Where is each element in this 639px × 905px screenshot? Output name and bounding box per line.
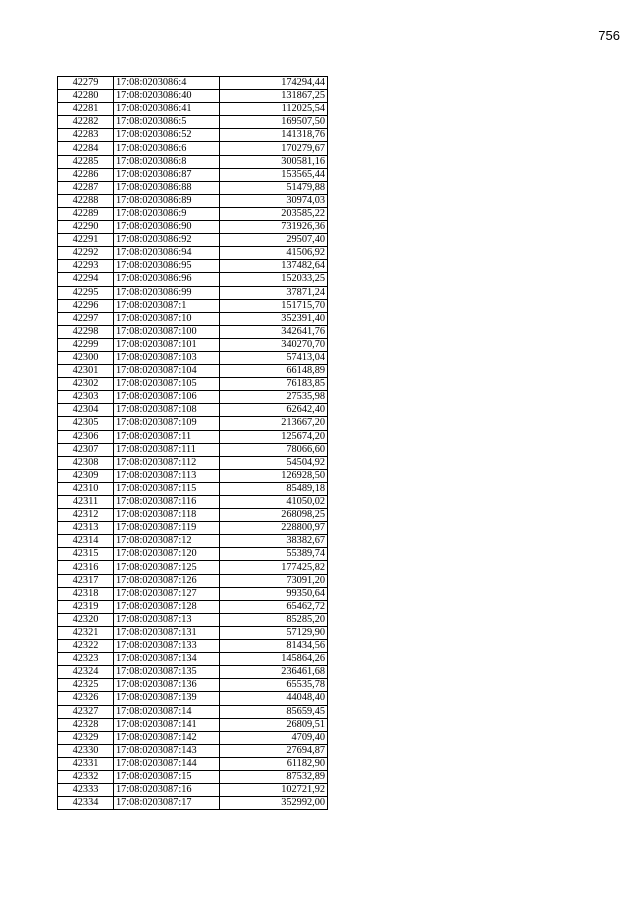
table-row (58, 260, 328, 273)
cadastral-number-cell: 17:08:0203087:128 (114, 600, 220, 613)
value-cell: 141318,76 (220, 129, 328, 142)
value-cell: 170279,67 (220, 142, 328, 155)
value-cell: 26809,51 (220, 718, 328, 731)
cadastral-number-cell: 17:08:0203087:139 (114, 692, 220, 705)
cadastral-number-cell: 17:08:0203087:12 (114, 535, 220, 548)
value-cell: 152033,25 (220, 273, 328, 286)
row-number-cell: 42305 (58, 417, 114, 430)
row-number-cell: 42321 (58, 626, 114, 639)
cadastral-number-cell: 17:08:0203086:9 (114, 207, 220, 220)
value-cell: 61182,90 (220, 757, 328, 770)
value-cell: 27535,98 (220, 391, 328, 404)
table-row (58, 194, 328, 207)
cadastral-number-cell: 17:08:0203086:96 (114, 273, 220, 286)
cadastral-number-cell: 17:08:0203087:118 (114, 509, 220, 522)
row-number-cell: 42298 (58, 325, 114, 338)
table-row (58, 116, 328, 129)
cadastral-number-cell: 17:08:0203087:120 (114, 548, 220, 561)
cadastral-number-cell: 17:08:0203086:40 (114, 90, 220, 103)
row-number-cell: 42332 (58, 770, 114, 783)
cadastral-number-cell: 17:08:0203087:106 (114, 391, 220, 404)
table-row (58, 548, 328, 561)
row-number-cell: 42295 (58, 286, 114, 299)
value-cell: 65462,72 (220, 600, 328, 613)
cadastral-number-cell: 17:08:0203087:143 (114, 744, 220, 757)
table-row (58, 600, 328, 613)
table-row (58, 561, 328, 574)
table-row (58, 705, 328, 718)
row-number-cell: 42312 (58, 509, 114, 522)
row-number-cell: 42294 (58, 273, 114, 286)
table-row (58, 757, 328, 770)
row-number-cell: 42307 (58, 443, 114, 456)
row-number-cell: 42301 (58, 365, 114, 378)
table-row (58, 535, 328, 548)
value-cell: 41506,92 (220, 247, 328, 260)
table-row (58, 142, 328, 155)
table-row (58, 666, 328, 679)
value-cell: 352992,00 (220, 797, 328, 810)
cadastral-number-cell: 17:08:0203087:141 (114, 718, 220, 731)
row-number-cell: 42304 (58, 404, 114, 417)
cadastral-number-cell: 17:08:0203087:10 (114, 312, 220, 325)
table-row (58, 234, 328, 247)
cadastral-number-cell: 17:08:0203087:131 (114, 626, 220, 639)
row-number-cell: 42317 (58, 574, 114, 587)
cadastral-number-cell: 17:08:0203087:11 (114, 430, 220, 443)
row-number-cell: 42320 (58, 613, 114, 626)
row-number-cell: 42323 (58, 653, 114, 666)
value-cell: 73091,20 (220, 574, 328, 587)
row-number-cell: 42318 (58, 587, 114, 600)
value-cell: 131867,25 (220, 90, 328, 103)
row-number-cell: 42330 (58, 744, 114, 757)
row-number-cell: 42290 (58, 221, 114, 234)
row-number-cell: 42300 (58, 351, 114, 364)
value-cell: 57129,90 (220, 626, 328, 639)
cadastral-number-cell: 17:08:0203086:8 (114, 155, 220, 168)
cadastral-number-cell: 17:08:0203087:116 (114, 496, 220, 509)
row-number-cell: 42311 (58, 496, 114, 509)
cadastral-number-cell: 17:08:0203087:16 (114, 784, 220, 797)
row-number-cell: 42325 (58, 679, 114, 692)
table-row (58, 653, 328, 666)
value-cell: 177425,82 (220, 561, 328, 574)
value-cell: 57413,04 (220, 351, 328, 364)
row-number-cell: 42288 (58, 194, 114, 207)
cadastral-number-cell: 17:08:0203086:92 (114, 234, 220, 247)
cadastral-number-cell: 17:08:0203087:144 (114, 757, 220, 770)
cadastral-number-cell: 17:08:0203086:6 (114, 142, 220, 155)
table-row (58, 443, 328, 456)
table-row (58, 430, 328, 443)
cadastral-number-cell: 17:08:0203086:95 (114, 260, 220, 273)
cadastral-number-cell: 17:08:0203087:100 (114, 325, 220, 338)
table-row (58, 496, 328, 509)
table-row (58, 181, 328, 194)
table-row (58, 469, 328, 482)
row-number-cell: 42313 (58, 522, 114, 535)
table-row (58, 613, 328, 626)
row-number-cell: 42327 (58, 705, 114, 718)
value-cell: 29507,40 (220, 234, 328, 247)
table-row (58, 574, 328, 587)
table-row (58, 770, 328, 783)
table-body (58, 77, 328, 810)
value-cell: 228800,97 (220, 522, 328, 535)
row-number-cell: 42328 (58, 718, 114, 731)
table-row (58, 640, 328, 653)
value-cell: 102721,92 (220, 784, 328, 797)
row-number-cell: 42322 (58, 640, 114, 653)
table-row (58, 509, 328, 522)
table-row (58, 207, 328, 220)
value-cell: 112025,54 (220, 103, 328, 116)
table-row (58, 482, 328, 495)
value-cell: 125674,20 (220, 430, 328, 443)
cadastral-number-cell: 17:08:0203086:88 (114, 181, 220, 194)
value-cell: 126928,50 (220, 469, 328, 482)
table-row (58, 404, 328, 417)
value-cell: 38382,67 (220, 535, 328, 548)
value-cell: 55389,74 (220, 548, 328, 561)
row-number-cell: 42291 (58, 234, 114, 247)
value-cell: 62642,40 (220, 404, 328, 417)
table-row (58, 391, 328, 404)
row-number-cell: 42329 (58, 731, 114, 744)
value-cell: 76183,85 (220, 378, 328, 391)
row-number-cell: 42316 (58, 561, 114, 574)
row-number-cell: 42299 (58, 338, 114, 351)
table-row (58, 103, 328, 116)
table-row (58, 378, 328, 391)
row-number-cell: 42297 (58, 312, 114, 325)
row-number-cell: 42334 (58, 797, 114, 810)
row-number-cell: 42309 (58, 469, 114, 482)
cadastral-number-cell: 17:08:0203086:90 (114, 221, 220, 234)
value-cell: 30974,03 (220, 194, 328, 207)
value-cell: 87532,89 (220, 770, 328, 783)
cadastral-number-cell: 17:08:0203087:15 (114, 770, 220, 783)
row-number-cell: 42281 (58, 103, 114, 116)
cadastral-number-cell: 17:08:0203087:134 (114, 653, 220, 666)
row-number-cell: 42296 (58, 299, 114, 312)
row-number-cell: 42324 (58, 666, 114, 679)
table-row (58, 797, 328, 810)
table-row (58, 456, 328, 469)
value-cell: 66148,89 (220, 365, 328, 378)
cadastral-number-cell: 17:08:0203087:108 (114, 404, 220, 417)
value-cell: 731926,36 (220, 221, 328, 234)
table-row (58, 273, 328, 286)
table-row (58, 325, 328, 338)
table-row (58, 221, 328, 234)
table-row (58, 90, 328, 103)
table-row (58, 338, 328, 351)
cadastral-number-cell: 17:08:0203086:94 (114, 247, 220, 260)
value-cell: 169507,50 (220, 116, 328, 129)
row-number-cell: 42289 (58, 207, 114, 220)
table-row (58, 587, 328, 600)
row-number-cell: 42286 (58, 168, 114, 181)
cadastral-number-cell: 17:08:0203087:14 (114, 705, 220, 718)
value-cell: 78066,60 (220, 443, 328, 456)
page-number: 756 (598, 28, 620, 43)
table-row (58, 77, 328, 90)
value-cell: 300581,16 (220, 155, 328, 168)
cadastral-number-cell: 17:08:0203086:87 (114, 168, 220, 181)
cadastral-number-cell: 17:08:0203087:115 (114, 482, 220, 495)
cadastral-number-cell: 17:08:0203087:101 (114, 338, 220, 351)
value-cell: 81434,56 (220, 640, 328, 653)
table-row (58, 522, 328, 535)
cadastral-number-cell: 17:08:0203086:52 (114, 129, 220, 142)
value-cell: 213667,20 (220, 417, 328, 430)
cadastral-number-cell: 17:08:0203086:5 (114, 116, 220, 129)
value-cell: 137482,64 (220, 260, 328, 273)
table-row (58, 731, 328, 744)
table-row (58, 718, 328, 731)
row-number-cell: 42282 (58, 116, 114, 129)
value-cell: 151715,70 (220, 299, 328, 312)
value-cell: 27694,87 (220, 744, 328, 757)
value-cell: 174294,44 (220, 77, 328, 90)
cadastral-number-cell: 17:08:0203087:133 (114, 640, 220, 653)
cadastral-number-cell: 17:08:0203086:99 (114, 286, 220, 299)
cadastral-number-cell: 17:08:0203087:1 (114, 299, 220, 312)
row-number-cell: 42292 (58, 247, 114, 260)
value-cell: 85489,18 (220, 482, 328, 495)
table-row (58, 692, 328, 705)
table-row (58, 312, 328, 325)
table-row (58, 351, 328, 364)
value-cell: 153565,44 (220, 168, 328, 181)
cadastral-table (57, 76, 328, 810)
table-row (58, 247, 328, 260)
row-number-cell: 42302 (58, 378, 114, 391)
value-cell: 51479,88 (220, 181, 328, 194)
value-cell: 99350,64 (220, 587, 328, 600)
row-number-cell: 42306 (58, 430, 114, 443)
cadastral-number-cell: 17:08:0203087:109 (114, 417, 220, 430)
cadastral-number-cell: 17:08:0203087:135 (114, 666, 220, 679)
cadastral-number-cell: 17:08:0203086:41 (114, 103, 220, 116)
row-number-cell: 42333 (58, 784, 114, 797)
value-cell: 37871,24 (220, 286, 328, 299)
value-cell: 340270,70 (220, 338, 328, 351)
cadastral-number-cell: 17:08:0203087:13 (114, 613, 220, 626)
table-row (58, 299, 328, 312)
value-cell: 268098,25 (220, 509, 328, 522)
row-number-cell: 42280 (58, 90, 114, 103)
cadastral-number-cell: 17:08:0203087:113 (114, 469, 220, 482)
row-number-cell: 42310 (58, 482, 114, 495)
row-number-cell: 42319 (58, 600, 114, 613)
value-cell: 65535,78 (220, 679, 328, 692)
row-number-cell: 42279 (58, 77, 114, 90)
value-cell: 236461,68 (220, 666, 328, 679)
value-cell: 44048,40 (220, 692, 328, 705)
row-number-cell: 42284 (58, 142, 114, 155)
row-number-cell: 42303 (58, 391, 114, 404)
row-number-cell: 42285 (58, 155, 114, 168)
row-number-cell: 42326 (58, 692, 114, 705)
cadastral-number-cell: 17:08:0203086:4 (114, 77, 220, 90)
table-row (58, 626, 328, 639)
table-row (58, 417, 328, 430)
value-cell: 352391,40 (220, 312, 328, 325)
cadastral-number-cell: 17:08:0203087:127 (114, 587, 220, 600)
table-row (58, 286, 328, 299)
value-cell: 41050,02 (220, 496, 328, 509)
cadastral-number-cell: 17:08:0203087:105 (114, 378, 220, 391)
cadastral-number-cell: 17:08:0203087:126 (114, 574, 220, 587)
cadastral-number-cell: 17:08:0203087:136 (114, 679, 220, 692)
table-row (58, 784, 328, 797)
table-row (58, 155, 328, 168)
cadastral-number-cell: 17:08:0203087:111 (114, 443, 220, 456)
row-number-cell: 42308 (58, 456, 114, 469)
value-cell: 54504,92 (220, 456, 328, 469)
value-cell: 85285,20 (220, 613, 328, 626)
value-cell: 203585,22 (220, 207, 328, 220)
cadastral-number-cell: 17:08:0203087:112 (114, 456, 220, 469)
value-cell: 85659,45 (220, 705, 328, 718)
row-number-cell: 42315 (58, 548, 114, 561)
row-number-cell: 42287 (58, 181, 114, 194)
table-row (58, 168, 328, 181)
cadastral-number-cell: 17:08:0203087:125 (114, 561, 220, 574)
cadastral-number-cell: 17:08:0203087:142 (114, 731, 220, 744)
row-number-cell: 42331 (58, 757, 114, 770)
cadastral-number-cell: 17:08:0203087:119 (114, 522, 220, 535)
value-cell: 342641,76 (220, 325, 328, 338)
cadastral-number-cell: 17:08:0203086:89 (114, 194, 220, 207)
row-number-cell: 42314 (58, 535, 114, 548)
table-row (58, 129, 328, 142)
cadastral-number-cell: 17:08:0203087:103 (114, 351, 220, 364)
row-number-cell: 42283 (58, 129, 114, 142)
table-row (58, 365, 328, 378)
cadastral-number-cell: 17:08:0203087:104 (114, 365, 220, 378)
row-number-cell: 42293 (58, 260, 114, 273)
cadastral-number-cell: 17:08:0203087:17 (114, 797, 220, 810)
value-cell: 145864,26 (220, 653, 328, 666)
table-row (58, 679, 328, 692)
table-row (58, 744, 328, 757)
value-cell: 4709,40 (220, 731, 328, 744)
